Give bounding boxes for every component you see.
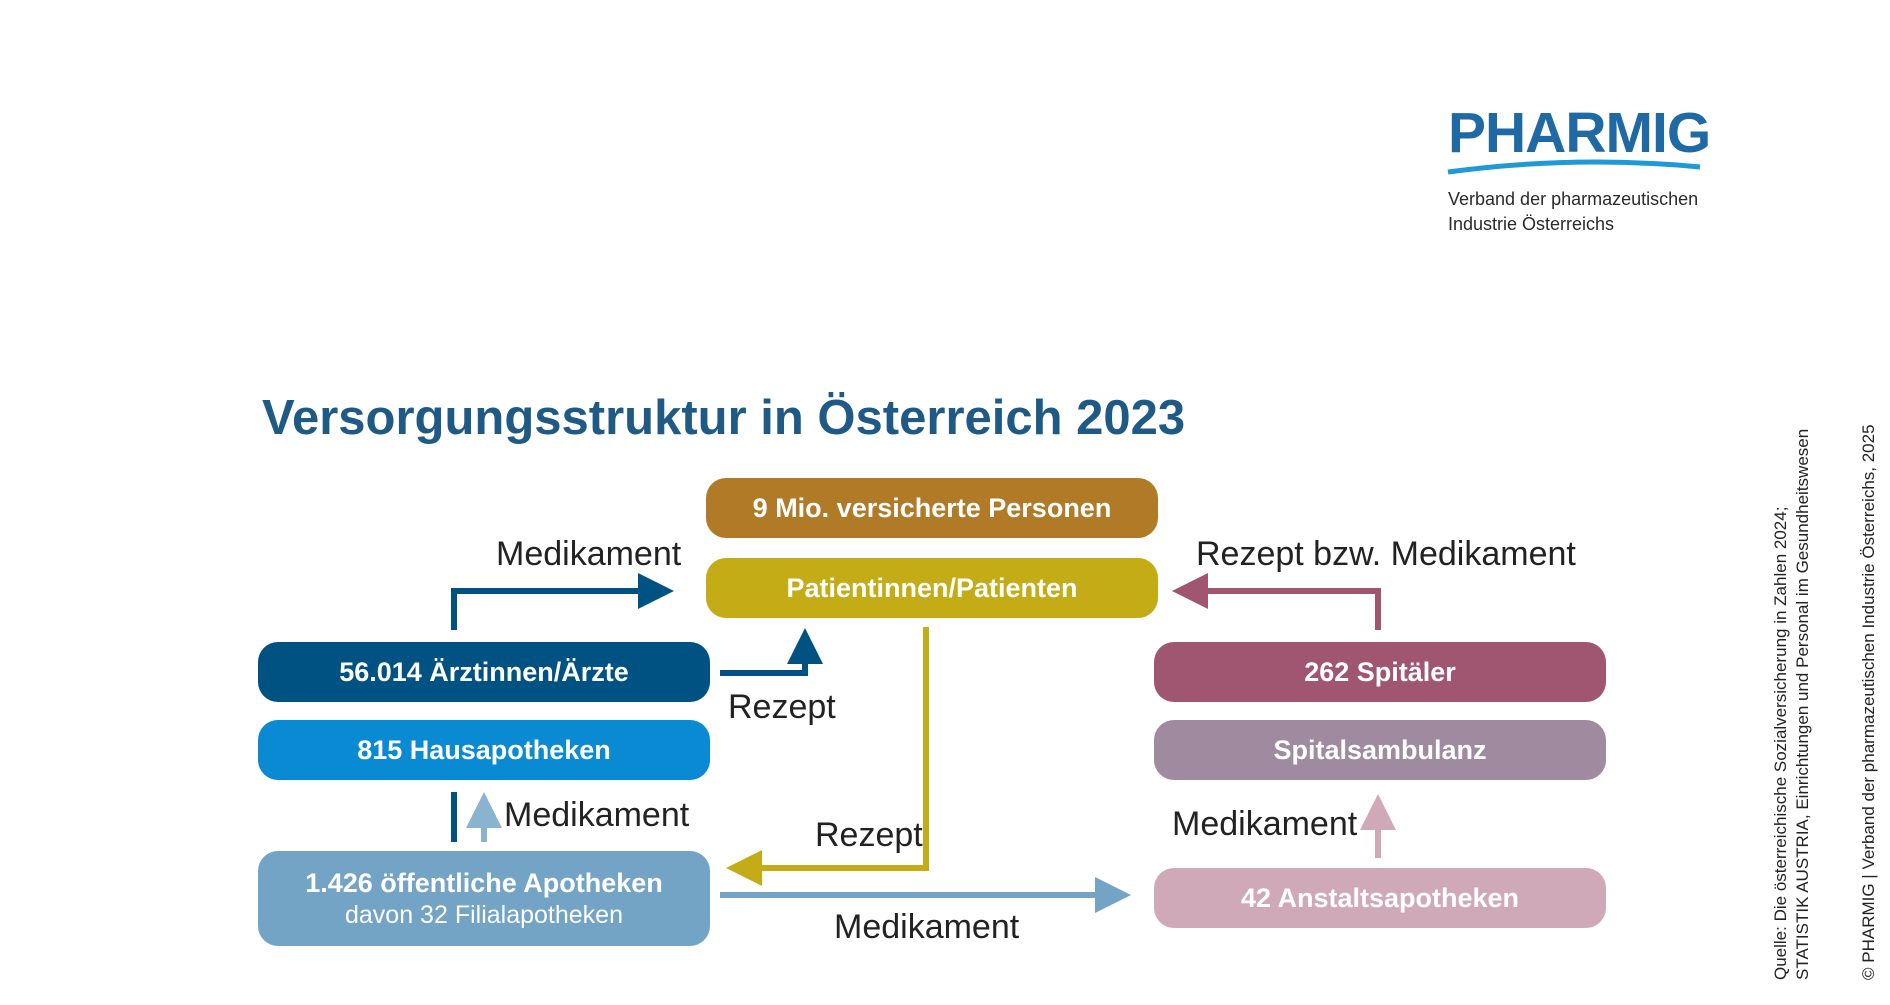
copyright-text: © PHARMIG | Verband der pharmazeutischen Industrie Österreichs, 2025 (1859, 424, 1878, 980)
node-hospitals (1154, 642, 1606, 702)
label-public-to-home: Medikament (504, 796, 690, 834)
source-note (1770, 429, 1814, 980)
arrow-doctors-prescription (720, 634, 805, 673)
node-outpatient-label: Spitalsambulanz (1273, 734, 1487, 765)
label-doctors-prescription: Rezept (728, 688, 836, 726)
page-title: Versorgungsstruktur in Österreich 2023 (262, 391, 1186, 445)
label-doctors-medication: Medikament (496, 535, 682, 573)
label-patients-prescription: Rezept (815, 816, 923, 854)
node-hospital-pharmacies-label: 42 Anstaltsapotheken (1240, 882, 1520, 913)
node-patients-label: Patientinnen/Patienten (786, 572, 1078, 603)
logo-subtitle-line2: Industrie Österreichs (1448, 214, 1615, 234)
node-patients (706, 558, 1158, 618)
node-public-pharmacies-label: 1.426 öffentliche Apotheken (305, 867, 663, 898)
node-home-pharmacies (258, 720, 710, 780)
label-hospitals-to-patients: Rezept bzw. Medikament (1196, 535, 1576, 573)
source-line2: STATISTIK AUSTRIA, Einrichtungen und Personal im Gesundheitswesen (1793, 428, 1812, 980)
node-hospitals-label: 262 Spitäler (1304, 656, 1456, 687)
logo-subtitle-line1: Verband der pharmazeutischen (1448, 189, 1699, 209)
label-public-to-hospital-pharmacies: Medikament (834, 908, 1020, 946)
source-line1: Quelle: Die österreichische Sozialversicherung in Zahlen 2024; (1771, 506, 1790, 980)
node-doctors (258, 642, 710, 702)
node-public-pharmacies-sublabel: davon 32 Filialapotheken (345, 900, 623, 929)
label-hospital-pharmacies-to-outpatient: Medikament (1172, 805, 1358, 843)
copyright-note (1858, 424, 1880, 980)
node-insured-persons-label: 9 Mio. versicherte Personen (752, 492, 1112, 523)
node-home-pharmacies-label: 815 Hausapotheken (357, 734, 611, 765)
node-insured-persons (706, 478, 1158, 538)
node-hospital-pharmacies (1154, 868, 1606, 928)
logo-wordmark: PHARMIG (1448, 101, 1711, 165)
node-outpatient (1154, 720, 1606, 780)
arrow-doctors-medication (454, 591, 668, 630)
arrow-hospitals-to-patients (1178, 591, 1378, 630)
node-doctors-label: 56.014 Ärztinnen/Ärzte (339, 656, 629, 687)
node-public-pharmacies (258, 851, 710, 946)
